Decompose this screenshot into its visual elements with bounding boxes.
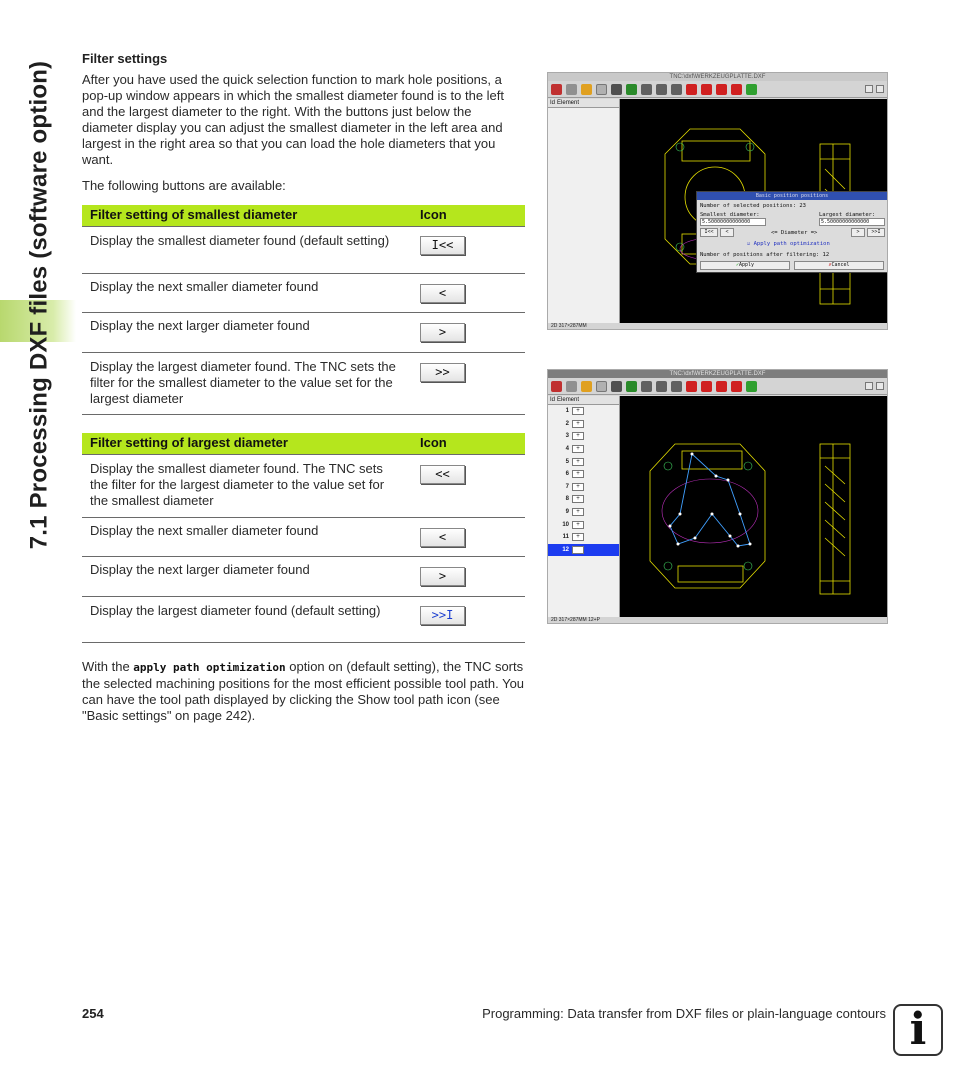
element-list — [548, 396, 620, 618]
popup-title: Basic position positions — [697, 192, 887, 200]
popup-next-button[interactable]: > — [851, 228, 865, 237]
list-item[interactable]: 4 + — [548, 443, 619, 456]
window-controls — [865, 382, 884, 390]
list-item[interactable]: 3 + — [548, 430, 619, 443]
screenshot-filter-popup — [547, 72, 888, 330]
pick-icon[interactable] — [731, 84, 742, 95]
path-optimization-checkbox[interactable]: ☑ Apply path optimization — [747, 241, 830, 247]
apply-button[interactable]: ✓Apply — [700, 261, 790, 270]
cad-drawing — [620, 396, 888, 618]
chart-icon[interactable] — [626, 84, 637, 95]
page-number: 254 — [82, 1006, 104, 1021]
close-icon[interactable] — [876, 85, 884, 93]
screenshot-tool-path — [547, 369, 888, 624]
folder-icon[interactable] — [551, 381, 562, 392]
largest-label: Largest diameter: — [819, 212, 876, 218]
smallest-field[interactable]: 5.50000000000000 — [700, 218, 766, 226]
window-title: TNC:\dxf\WERKZEUGPLATTE.DXF — [548, 370, 887, 378]
next-larger-button[interactable]: > — [420, 323, 465, 342]
row-description: Display the smallest diameter found. The TNC sets the filter for the largest diameter to the value set for the smallest diameter — [82, 454, 412, 517]
position-icon[interactable] — [641, 381, 652, 392]
list-item[interactable]: 8 + — [548, 493, 619, 506]
status-bar: 2D 317×287MM 12+P — [548, 617, 887, 623]
diameter-icon[interactable] — [716, 381, 727, 392]
table-row — [82, 226, 525, 273]
option-code: apply path optimization — [133, 661, 286, 674]
cancel-button[interactable]: ✗Cancel — [794, 261, 884, 270]
window-controls — [865, 85, 884, 93]
window-title: TNC:\dxf\WERKZEUGPLATTE.DXF — [548, 73, 887, 81]
list-item-selected[interactable]: 12 + — [548, 544, 619, 557]
contour-icon[interactable] — [596, 84, 607, 95]
after-filter-count: Number of positions after filtering: 12 — [700, 252, 830, 258]
col-element: Element — [557, 397, 580, 403]
set-icon[interactable] — [656, 84, 667, 95]
zoom-icon[interactable] — [611, 381, 622, 392]
list-item[interactable]: 7 + — [548, 481, 619, 494]
table-row — [82, 352, 525, 414]
next-larger-button[interactable]: > — [420, 567, 465, 586]
filter-popup-dialog — [696, 191, 888, 273]
origin-icon[interactable] — [686, 84, 697, 95]
diameter-icon[interactable] — [716, 84, 727, 95]
selected-count: Number of selected positions: 23 — [700, 203, 806, 209]
prev-smaller-button[interactable]: < — [420, 528, 465, 547]
popup-last-button[interactable]: >>I — [867, 228, 885, 237]
diameter-label: <= Diameter => — [771, 230, 818, 236]
info-icon: i — [893, 1004, 943, 1056]
table-row — [82, 273, 525, 312]
delete-icon[interactable] — [671, 381, 682, 392]
settings-icon[interactable] — [566, 381, 577, 392]
pick-icon[interactable] — [731, 381, 742, 392]
popup-first-button[interactable]: I<< — [700, 228, 718, 237]
table-row — [82, 312, 525, 352]
minimize-icon[interactable] — [865, 382, 873, 390]
last-largest-button[interactable]: >>I — [420, 606, 465, 625]
cad-canvas[interactable] — [620, 396, 888, 618]
col-element: Element — [557, 100, 580, 106]
minimize-icon[interactable] — [865, 85, 873, 93]
first-smallest-button[interactable]: I<< — [420, 236, 465, 255]
largest-diameter-table — [82, 433, 525, 643]
cad-toolbar — [548, 378, 887, 395]
row-description: Display the next smaller diameter found — [82, 517, 412, 556]
settings-icon[interactable] — [566, 84, 577, 95]
jump-smallest-button[interactable]: << — [420, 465, 465, 484]
status-bar: 2D 317×287MM — [548, 323, 887, 329]
list-item[interactable]: 6 + — [548, 468, 619, 481]
chart-icon[interactable] — [626, 381, 637, 392]
smallest-label: Smallest diameter: — [700, 212, 760, 218]
row-description: Display the next larger diameter found — [82, 312, 412, 352]
drill-icon[interactable] — [701, 381, 712, 392]
table-row — [82, 454, 525, 517]
row-description: Display the largest diameter found (default setting) — [82, 596, 412, 642]
smallest-diameter-table — [82, 205, 525, 415]
table-row — [82, 596, 525, 642]
list-item[interactable]: 11 + — [548, 531, 619, 544]
table-header-function: Filter setting of largest diameter — [82, 433, 412, 454]
table-row — [82, 556, 525, 596]
col-id: Id — [550, 397, 556, 403]
intro-paragraph: After you have used the quick selection function to mark hole positions, a pop-up window appears in which the smallest diameter found is to the left and the largest diameter to the right. With the buttons just below the diameter display you can adjust the smallest diameter in the left area and largest in the right area so that you can load the hole diameters that you want. — [82, 72, 505, 167]
list-item[interactable]: 2 + — [548, 418, 619, 431]
list-item[interactable]: 1 + — [548, 405, 619, 418]
cad-toolbar — [548, 81, 887, 98]
table-header-function: Filter setting of smallest diameter — [82, 205, 412, 226]
folder-icon[interactable] — [551, 84, 562, 95]
table-row — [82, 517, 525, 556]
row-description: Display the next larger diameter found — [82, 556, 412, 596]
chapter-side-title: 7.1 Processing DXF files (software option) — [25, 60, 52, 550]
arrow-up-icon[interactable] — [746, 381, 757, 392]
outro-paragraph: With the apply path optimization option on (default setting), the TNC sorts the selected machining positions for the most efficient possible tool path. You can have the tool path displayed by clicking the Show tool path icon (see "Basic settings" on page 242). — [82, 659, 525, 723]
section-heading: Filter settings — [82, 51, 168, 66]
set-icon[interactable] — [656, 381, 667, 392]
buttons-intro: The following buttons are available: — [82, 178, 286, 193]
table-header-icon: Icon — [412, 205, 525, 226]
position-icon[interactable] — [641, 84, 652, 95]
prev-smaller-button[interactable]: < — [420, 284, 465, 303]
layer-icon[interactable] — [581, 381, 592, 392]
contour-icon[interactable] — [596, 381, 607, 392]
table-header-icon: Icon — [412, 433, 525, 454]
popup-prev-button[interactable]: < — [720, 228, 734, 237]
close-icon[interactable] — [876, 382, 884, 390]
col-id: Id — [550, 100, 556, 106]
element-list — [548, 99, 620, 325]
zoom-icon[interactable] — [611, 84, 622, 95]
delete-icon[interactable] — [671, 84, 682, 95]
row-description: Display the smallest diameter found (default setting) — [82, 226, 412, 273]
footer-chapter-title: Programming: Data transfer from DXF files or plain-language contours — [482, 1006, 886, 1021]
cad-canvas[interactable] — [620, 99, 888, 325]
origin-icon[interactable] — [686, 381, 697, 392]
largest-field[interactable]: 5.50000000000000 — [819, 218, 885, 226]
list-item[interactable]: 5 + — [548, 455, 619, 468]
list-item[interactable]: 10 + — [548, 518, 619, 531]
jump-largest-button[interactable]: >> — [420, 363, 465, 382]
row-description: Display the next smaller diameter found — [82, 273, 412, 312]
drill-icon[interactable] — [701, 84, 712, 95]
list-item[interactable]: 9 + — [548, 506, 619, 519]
row-description: Display the largest diameter found. The TNC sets the filter for the smallest diameter to the value set for the largest diameter — [82, 352, 412, 414]
arrow-up-icon[interactable] — [746, 84, 757, 95]
layer-icon[interactable] — [581, 84, 592, 95]
